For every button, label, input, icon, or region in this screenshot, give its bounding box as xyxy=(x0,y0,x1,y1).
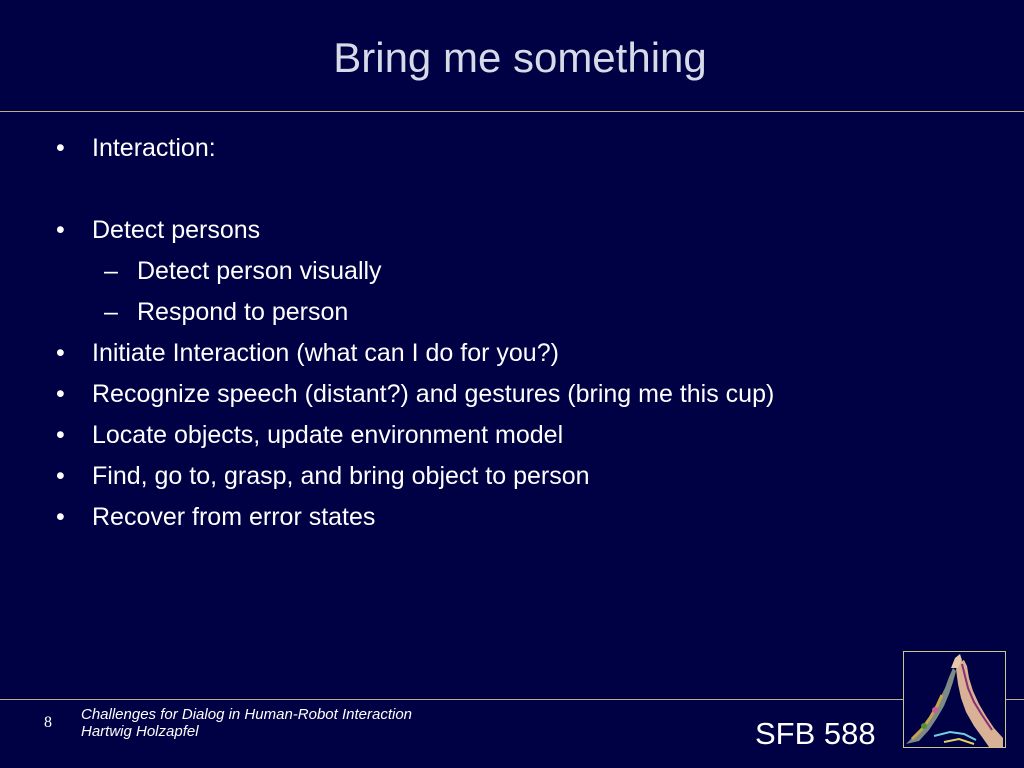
bullet-text: Initiate Interaction (what can I do for you?) xyxy=(92,339,559,367)
bullet-item xyxy=(0,333,1000,374)
title-divider xyxy=(0,111,1024,112)
robot-arm-joint xyxy=(932,707,938,713)
bullet-marker: • xyxy=(56,421,65,449)
bullet-item xyxy=(0,128,1000,169)
bullet-item xyxy=(0,497,1000,538)
sub-bullet-text: Detect person visually xyxy=(137,257,382,285)
sub-bullet-text: Respond to person xyxy=(137,298,349,326)
bullet-text: Detect persons xyxy=(92,216,261,244)
bullet-text: Interaction: xyxy=(92,134,216,162)
footer-presentation-title: Challenges for Dialog in Human-Robot Interaction xyxy=(81,706,413,723)
bullet-item xyxy=(0,456,1000,497)
bullet-marker: • xyxy=(56,380,65,408)
page-number: 8 xyxy=(44,714,52,731)
footer-author: Hartwig Holzapfel xyxy=(81,723,199,740)
bullet-marker: • xyxy=(56,339,65,367)
sub-bullet-marker: – xyxy=(104,298,118,326)
slide-title: Bring me something xyxy=(333,34,707,81)
bullet-marker: • xyxy=(56,503,65,531)
robot-arm-joint xyxy=(921,723,927,729)
bullet-item xyxy=(0,210,1000,251)
robot-hand-human-hand-logo-icon xyxy=(903,651,1006,748)
footer-brand: SFB 588 xyxy=(755,716,876,751)
bullet-item xyxy=(0,374,1000,415)
sub-bullet-item xyxy=(0,292,1000,333)
bullet-text: Locate objects, update environment model xyxy=(92,421,564,449)
footer-divider xyxy=(0,699,1024,700)
logo-accent-line xyxy=(944,739,974,744)
bullet-text: Recover from error states xyxy=(92,503,376,531)
logo-graphic xyxy=(904,652,1005,747)
bullet-marker: • xyxy=(56,134,65,162)
bullet-marker: • xyxy=(56,216,65,244)
bullet-text: Recognize speech (distant?) and gestures (bring me this cup) xyxy=(92,380,775,408)
bullet-item xyxy=(0,415,1000,456)
bullet-text: Find, go to, grasp, and bring object to person xyxy=(92,462,590,490)
sub-bullet-item xyxy=(0,251,1000,292)
footer-caption xyxy=(81,706,412,740)
sub-bullet-marker: – xyxy=(104,257,118,285)
bullet-marker: • xyxy=(56,462,65,490)
bullet-list xyxy=(0,128,1000,538)
